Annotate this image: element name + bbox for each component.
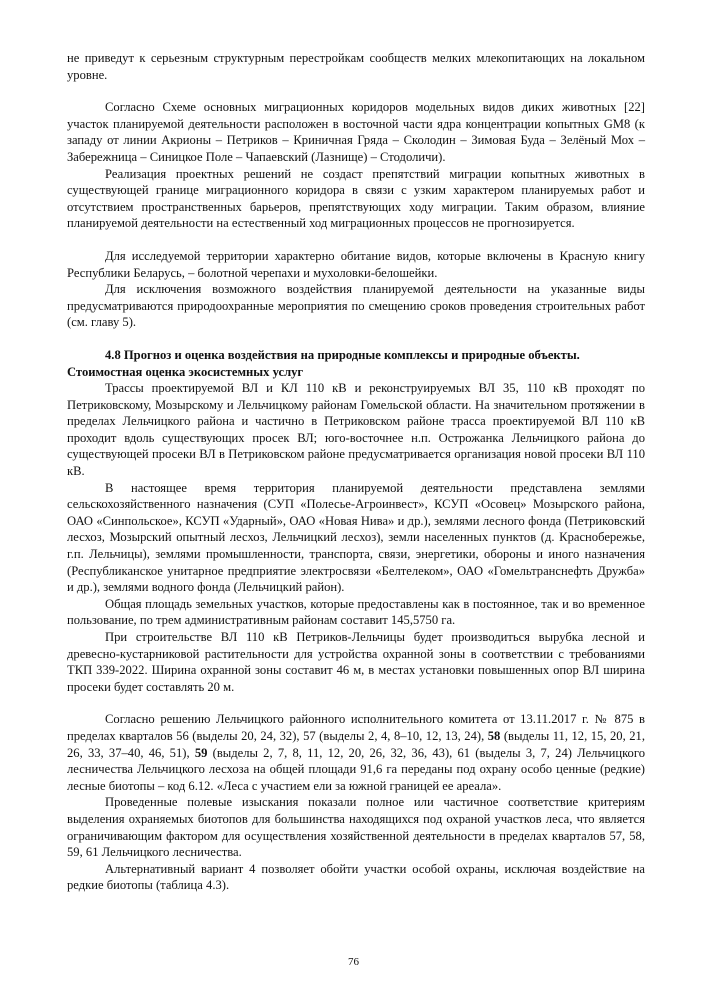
paragraph-migration-impact: Реализация проектных решений не создаст препятствий миграции копытных животных в существующей границе миграционного коридора в связи с узким характером планируемых работ и отсутствием пространственных барьеров, препятствующих ходу миграции. Таким образом, влияние планируемой деятельности на естественный ход миграционных процессов не прогнозируется. [67, 166, 645, 231]
quarter-59-bold: 59 [194, 745, 208, 760]
protected-biotopes-text-d: (выделы 2, 7, 8, 11, 12, 20, 26, 32, 36, 43), 61 (выделы 3, 7, 24) Лельчицкого лесничества Лельчицкого лесхоза на общей площади 91,6 га переданы под охрану особо ценные (редкие) лесные биотопы – код 6.12. «Леса с участием ели за южной границей ее ареала». [67, 745, 645, 793]
paragraph-red-book-species: Для исследуемой территории характерно обитание видов, которые включены в Красную книгу Республики Беларусь, – болотной черепахи и мухоловки-белошейки. [67, 248, 645, 280]
paragraph-protection-measures: Для исключения возможного воздействия планируемой деятельности на указанные виды предусматриваются природоохранные мероприятия по смещению сроков проведения строительных работ (см. главу 5). [67, 282, 645, 330]
paragraph-total-area: Общая площадь земельных участков, которые предоставлены как в постоянное, так и во временное пользование, по трем административным районам составит 145,5750 га. [67, 596, 645, 628]
page-number: 76 [348, 956, 359, 968]
protected-biotopes-text-c: (выделы 11, 12, 15, 20, 21, 26, 33, 37–40, 46, 51), [67, 728, 645, 760]
paragraph-mammals-continuation: не приведут к серьезным структурным перестройкам сообществ мелких млекопитающих на локальном уровне. [67, 51, 645, 82]
section-heading: 4.8 Прогноз и оценка воздействия на природные комплексы и природные объекты. Стоимостная оценка экосистемных услуг [67, 347, 580, 379]
paragraph-alternative-variant: Альтернативный вариант 4 позволяет обойти участки особой охраны, исключая воздействие на редкие биотопы (таблица 4.3). [67, 861, 645, 893]
paragraph-field-surveys: Проведенные полевые изыскания показали полное или частичное соответствие критериям выделения охраняемых биотопов для большинства находящихся под охраной участков леса, что является ограничивающим фактором для осуществления хозяйственной деятельности в пределах кварталов 57, 58, 59, 61 Лельчицкого лесничества. [67, 795, 645, 860]
document-body [67, 50, 645, 894]
protected-biotopes-text-a: Согласно решению Лельчицкого районного исполнительного комитета от 13.11.2017 г. № 875 в пределах кварталов 56 (выделы 20, 24, 32), 57 (выделы 2, 4, 8–10, 12, 13, 24), [67, 712, 645, 743]
paragraph-power-line-routes: Трассы проектируемой ВЛ и КЛ 110 кВ и реконструируемых ВЛ 35, 110 кВ проходят по Петриковскому, Мозырскому и Лельчицкому районам Гомельской области. На значительном протяжении в пределах Лельчицкого района и частично в Петриковском районе трасса проектируемой ВЛ 110 кВ проходит вдоль существующих просек ВЛ; юго-восточнее н.п. Острожанка Лельчицкого района до существующей просеки ВЛ в Петриковском районе предусматривается организация новой просеки ВЛ 110 кВ. [67, 381, 645, 479]
paragraph-clearing-zone: При строительстве ВЛ 110 кВ Петриков-Лельчицы будет производиться вырубка лесной и древесно-кустарниковой растительности для устройства охранной зоны в соответствии с требованиями ТКП 339-2022. Ширина охранной зоны составит 46 м, в местах установки повышенных опор ВЛ ширина просеки будет составлять 20 м. [67, 630, 645, 694]
paragraph-land-categories: В настоящее время территория планируемой деятельности представлена землями сельскохозяйственного назначения (СУП «Полесье-Агроинвест», КСУП «Осовец» Мозырского района, ОАО «Синпольское», КСУП «Ударный», ОАО «Новая Нива» и др.), землями лесного фонда (Петриковский лесхоз, Мозырский опытный лесхоз, Лельчицкий лесхоз), земли населенных пунктов (д. Красноберeжье, г.п. Лельчицы), землями промышленности, транспорта, связи, энергетики, обороны и иного назначения (Республиканское унитарное предприятие электросвязи «Белтелеком», ОАО «Гомельтранснефть Дружба» и др.), землями водного фонда (Лельчицкий район). [67, 480, 645, 595]
quarter-58-bold: 58 [487, 728, 501, 743]
paragraph-migration-corridors: Согласно Схеме основных миграционных коридоров модельных видов диких животных [22] участок планируемой деятельности расположен в восточной части ядра концентрации копытных GM8 (к западу от линии Акрионы – Петриков – Криничная Гряда – Сколодин – Зимовая Буда – Зелёный Мох – Забережница – Синицкое Поле – Чапаевский (Лазнище) – Стодоличи). [67, 100, 645, 164]
paragraph-protected-biotopes [67, 711, 645, 794]
